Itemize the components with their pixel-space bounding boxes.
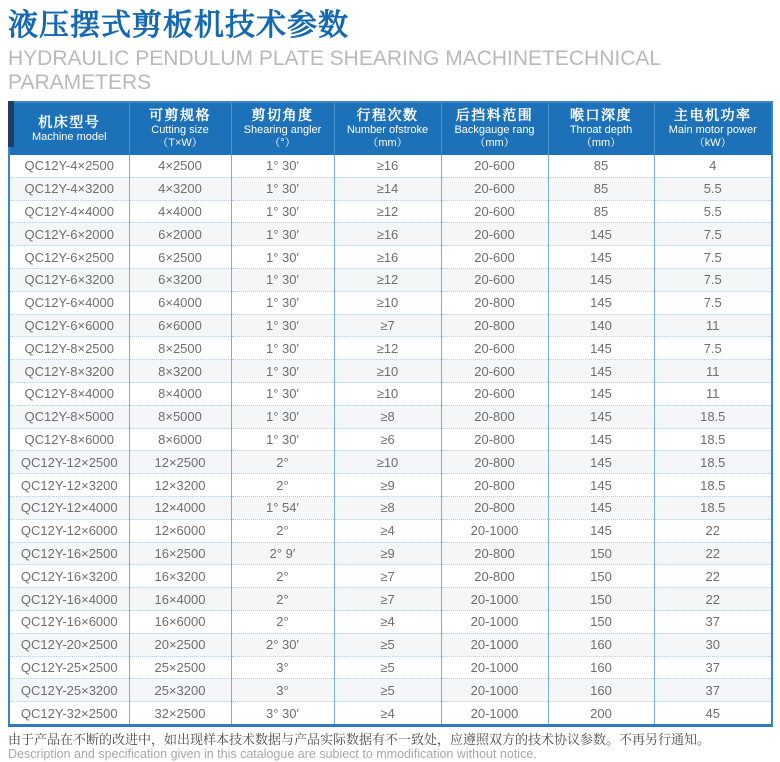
spec-table-wrapper (8, 101, 771, 727)
table-cell: 18.5 (654, 474, 772, 497)
header-cell-unit: （°） (269, 137, 296, 149)
table-cell: 145 (548, 474, 654, 497)
table-row (9, 451, 772, 474)
table-cell: 4×3200 (129, 177, 231, 200)
footer (8, 732, 772, 762)
table-cell: QC12Y-12×3200 (9, 474, 129, 497)
table-cell: ≥5 (334, 656, 441, 679)
table-cell: QC12Y-20×2500 (9, 633, 129, 656)
table-cell: QC12Y-16×4000 (9, 588, 129, 611)
table-cell: 18.5 (654, 405, 772, 428)
table-cell: 160 (548, 656, 654, 679)
table-cell: 1° 30′ (231, 223, 334, 246)
table-row (9, 382, 772, 405)
table-cell: ≥14 (334, 177, 441, 200)
table-cell: 85 (548, 200, 654, 223)
table-cell: ≥4 (334, 610, 441, 633)
table-cell: 2° 9′ (231, 542, 334, 565)
table-cell: 145 (548, 246, 654, 269)
table-cell: 20-800 (441, 451, 548, 474)
header-cell (129, 102, 231, 155)
table-cell: QC12Y-6×2500 (9, 246, 129, 269)
table-cell: 20-600 (441, 155, 548, 177)
table-cell: 7.5 (654, 268, 772, 291)
header-cell-unit: （mm） (474, 137, 515, 149)
table-cell: ≥8 (334, 405, 441, 428)
header-cell-unit: （mm） (580, 137, 622, 149)
table-cell: 1° 30′ (231, 382, 334, 405)
table-cell: 145 (548, 291, 654, 314)
table-cell: 45 (654, 702, 772, 726)
table-cell: QC12Y-16×2500 (9, 542, 129, 565)
table-cell: ≥12 (334, 268, 441, 291)
table-cell: QC12Y-25×3200 (9, 679, 129, 702)
table-cell: ≥7 (334, 588, 441, 611)
spec-table (8, 101, 773, 727)
table-cell: 16×4000 (129, 588, 231, 611)
header-cell-cn: 喉口深度 (570, 107, 632, 123)
table-cell: 1° 30′ (231, 428, 334, 451)
table-cell: ≥5 (334, 633, 441, 656)
table-cell: QC12Y-4×2500 (9, 155, 129, 177)
table-cell: 3° (231, 679, 334, 702)
table-cell: 20-600 (441, 268, 548, 291)
table-cell: 16×3200 (129, 565, 231, 588)
table-row (9, 155, 772, 177)
table-cell: 18.5 (654, 451, 772, 474)
table-cell: 1° 30′ (231, 337, 334, 360)
table-cell: 12×4000 (129, 496, 231, 519)
table-cell: 1° 30′ (231, 155, 334, 177)
table-cell: 20-1000 (441, 679, 548, 702)
table-cell: 145 (548, 360, 654, 383)
header-cell-en: Shearing angler (243, 124, 322, 136)
table-cell: QC12Y-4×3200 (9, 177, 129, 200)
table-cell: 5.5 (654, 200, 772, 223)
header-cell-cn: 主电机功率 (674, 107, 752, 123)
table-cell: 2° (231, 588, 334, 611)
table-cell: 16×6000 (129, 610, 231, 633)
table-cell: ≥12 (334, 200, 441, 223)
table-cell: 12×3200 (129, 474, 231, 497)
table-cell: 6×6000 (129, 314, 231, 337)
table-cell: 7.5 (654, 223, 772, 246)
table-cell: 25×3200 (129, 679, 231, 702)
table-cell: 145 (548, 451, 654, 474)
table-cell: 20-800 (441, 474, 548, 497)
header-cell (9, 102, 129, 155)
table-cell: 20-600 (441, 223, 548, 246)
table-cell: 20-800 (441, 565, 548, 588)
table-row (9, 291, 772, 314)
header-cell-en: Throat depth (569, 124, 633, 136)
table-cell: QC12Y-6×6000 (9, 314, 129, 337)
table-cell: ≥10 (334, 382, 441, 405)
table-row (9, 337, 772, 360)
table-cell: QC12Y-12×2500 (9, 451, 129, 474)
table-cell: 7.5 (654, 337, 772, 360)
table-cell: 145 (548, 223, 654, 246)
table-row (9, 519, 772, 542)
table-cell: 11 (654, 314, 772, 337)
table-cell: 20-1000 (441, 610, 548, 633)
header-cell (548, 102, 654, 155)
table-cell: 145 (548, 268, 654, 291)
table-row (9, 268, 772, 291)
table-cell: 200 (548, 702, 654, 726)
header-cell-en: Cutting size (151, 124, 209, 136)
table-cell: 8×6000 (129, 428, 231, 451)
table-cell: ≥9 (334, 474, 441, 497)
table-cell: 22 (654, 542, 772, 565)
table-cell: 1° 30′ (231, 200, 334, 223)
footer-note-cn: 由于产品在不断的改进中，如出现样本技术数据与产品实际数据有不一致处，应遵照双方的技术协议参数。不再另行通知。 (8, 731, 711, 747)
table-cell: 150 (548, 542, 654, 565)
table-cell: QC12Y-12×6000 (9, 519, 129, 542)
footer-note-en: Description and specification given in this catalogue are subiect to mmodification without notice. (8, 746, 537, 761)
header-cell (231, 102, 334, 155)
table-cell: 145 (548, 428, 654, 451)
table-cell: 18.5 (654, 428, 772, 451)
table-cell: 1° 30′ (231, 177, 334, 200)
table-cell: 145 (548, 496, 654, 519)
table-cell: ≥6 (334, 428, 441, 451)
header-cell-en: Main motor power (668, 124, 757, 136)
table-cell: 20-600 (441, 200, 548, 223)
table-row (9, 588, 772, 611)
table-cell: 1° 30′ (231, 360, 334, 383)
table-cell: 8×5000 (129, 405, 231, 428)
table-cell: 1° 30′ (231, 291, 334, 314)
header-cell-unit: （T×W） (157, 137, 203, 149)
header-cell-cn: 行程次数 (356, 107, 419, 123)
table-cell: 160 (548, 679, 654, 702)
table-cell: QC12Y-6×4000 (9, 291, 129, 314)
table-cell: 3° 30′ (231, 702, 334, 726)
table-cell: 20-800 (441, 291, 548, 314)
header-cell-cn: 可剪规格 (149, 107, 211, 123)
table-cell: QC12Y-8×2500 (9, 337, 129, 360)
table-cell: 20×2500 (129, 633, 231, 656)
table-cell: QC12Y-32×2500 (9, 702, 129, 726)
table-cell: 2° (231, 474, 334, 497)
table-row (9, 405, 772, 428)
table-row (9, 565, 772, 588)
table-cell: QC12Y-25×2500 (9, 656, 129, 679)
table-cell: QC12Y-6×2000 (9, 223, 129, 246)
table-row (9, 360, 772, 383)
table-cell: ≥16 (334, 246, 441, 269)
header-left-accent (8, 101, 14, 147)
table-cell: 1° 30′ (231, 314, 334, 337)
table-cell: 32×2500 (129, 702, 231, 726)
table-cell: 2° 30′ (231, 633, 334, 656)
table-cell: 20-600 (441, 246, 548, 269)
table-cell: 12×2500 (129, 451, 231, 474)
table-cell: ≥10 (334, 291, 441, 314)
table-cell: ≥12 (334, 337, 441, 360)
header-cell-unit: （kW） (693, 137, 732, 149)
table-cell: 12×6000 (129, 519, 231, 542)
table-cell: 11 (654, 360, 772, 383)
table-cell: QC12Y-16×3200 (9, 565, 129, 588)
table-row (9, 633, 772, 656)
table-row (9, 314, 772, 337)
table-cell: 2° (231, 565, 334, 588)
table-cell: ≥10 (334, 360, 441, 383)
table-cell: 1° 30′ (231, 268, 334, 291)
table-cell: 20-800 (441, 428, 548, 451)
header-cell (654, 102, 772, 155)
table-row (9, 679, 772, 702)
table-cell: 7.5 (654, 291, 772, 314)
table-cell: 37 (654, 656, 772, 679)
table-cell: ≥4 (334, 519, 441, 542)
table-cell: 150 (548, 588, 654, 611)
table-row (9, 542, 772, 565)
table-row (9, 428, 772, 451)
table-cell: 145 (548, 405, 654, 428)
table-cell: 3° (231, 656, 334, 679)
table-cell: 20-800 (441, 405, 548, 428)
table-cell: 20-1000 (441, 656, 548, 679)
table-cell: 20-600 (441, 177, 548, 200)
table-cell: 20-600 (441, 360, 548, 383)
table-cell: 20-800 (441, 542, 548, 565)
table-cell: 18.5 (654, 496, 772, 519)
table-cell: 1° 54′ (231, 496, 334, 519)
table-cell: 20-1000 (441, 633, 548, 656)
table-cell: 8×4000 (129, 382, 231, 405)
page-title: 液压摆式剪板机技术参数 (8, 9, 349, 42)
header-cell-unit: （mm） (367, 137, 408, 149)
header-cell-cn: 机床型号 (38, 113, 101, 130)
table-cell: 22 (654, 565, 772, 588)
table-cell: 1° 30′ (231, 246, 334, 269)
table-cell: 8×2500 (129, 337, 231, 360)
table-cell: ≥5 (334, 679, 441, 702)
table-cell: 2° (231, 451, 334, 474)
header-cell-en: Number ofstroke (346, 124, 429, 136)
table-cell: QC12Y-8×3200 (9, 360, 129, 383)
table-cell: ≥7 (334, 314, 441, 337)
header-cell-en: Backgauge rang (454, 124, 535, 136)
page-subtitle: HYDRAULIC PENDULUM PLATE SHEARING MACHINETECHNICAL PARAMETERS (8, 47, 661, 94)
table-cell: 7.5 (654, 246, 772, 269)
table-cell: 4×2500 (129, 155, 231, 177)
table-cell: QC12Y-8×6000 (9, 428, 129, 451)
table-row (9, 177, 772, 200)
table-cell: QC12Y-12×4000 (9, 496, 129, 519)
table-cell: 6×3200 (129, 268, 231, 291)
table-cell: 25×2500 (129, 656, 231, 679)
table-cell: QC12Y-4×4000 (9, 200, 129, 223)
table-cell: 6×4000 (129, 291, 231, 314)
table-cell: 6×2500 (129, 246, 231, 269)
table-cell: 20-800 (441, 314, 548, 337)
table-cell: ≥4 (334, 702, 441, 726)
table-cell: 150 (548, 565, 654, 588)
table-row (9, 610, 772, 633)
table-cell: 6×2000 (129, 223, 231, 246)
table-cell: 150 (548, 610, 654, 633)
table-cell: 20-600 (441, 382, 548, 405)
table-cell: ≥10 (334, 451, 441, 474)
table-cell: 2° (231, 519, 334, 542)
table-cell: 85 (548, 155, 654, 177)
header-cell-en: Machine model (31, 130, 107, 143)
table-cell: 22 (654, 588, 772, 611)
table-row (9, 474, 772, 497)
table-cell: 20-1000 (441, 702, 548, 726)
table-header-row (9, 102, 772, 155)
table-row (9, 656, 772, 679)
table-cell: QC12Y-8×5000 (9, 405, 129, 428)
table-cell: 20-1000 (441, 588, 548, 611)
table-cell: 160 (548, 633, 654, 656)
table-cell: 20-600 (441, 337, 548, 360)
table-cell: 37 (654, 610, 772, 633)
table-cell: 11 (654, 382, 772, 405)
table-head (9, 102, 772, 155)
table-cell: QC12Y-6×3200 (9, 268, 129, 291)
table-row (9, 223, 772, 246)
header-cell-cn: 后挡料范围 (455, 107, 534, 123)
table-cell: 145 (548, 337, 654, 360)
table-cell: 85 (548, 177, 654, 200)
table-cell: QC12Y-8×4000 (9, 382, 129, 405)
table-cell: 37 (654, 679, 772, 702)
table-cell: ≥9 (334, 542, 441, 565)
table-row (9, 496, 772, 519)
table-cell: 140 (548, 314, 654, 337)
table-cell: 5.5 (654, 177, 772, 200)
table-row (9, 200, 772, 223)
table-row (9, 702, 772, 726)
table-cell: 30 (654, 633, 772, 656)
table-cell: ≥7 (334, 565, 441, 588)
table-cell: 22 (654, 519, 772, 542)
table-cell: ≥16 (334, 155, 441, 177)
table-cell: 20-800 (441, 496, 548, 519)
table-cell: 20-1000 (441, 519, 548, 542)
table-cell: ≥8 (334, 496, 441, 519)
header-cell (334, 102, 441, 155)
table-cell: 8×3200 (129, 360, 231, 383)
table-cell: QC12Y-16×6000 (9, 610, 129, 633)
table-body (9, 155, 772, 725)
table-cell: 16×2500 (129, 542, 231, 565)
table-cell: 2° (231, 610, 334, 633)
table-cell: 145 (548, 519, 654, 542)
table-row (9, 246, 772, 269)
table-cell: ≥16 (334, 223, 441, 246)
table-cell: 4 (709, 158, 717, 174)
header-cell (441, 102, 548, 155)
table-cell: 4×4000 (129, 200, 231, 223)
header-cell-cn: 剪切角度 (251, 107, 314, 123)
table-cell: 145 (548, 382, 654, 405)
table-cell: 1° 30′ (231, 405, 334, 428)
